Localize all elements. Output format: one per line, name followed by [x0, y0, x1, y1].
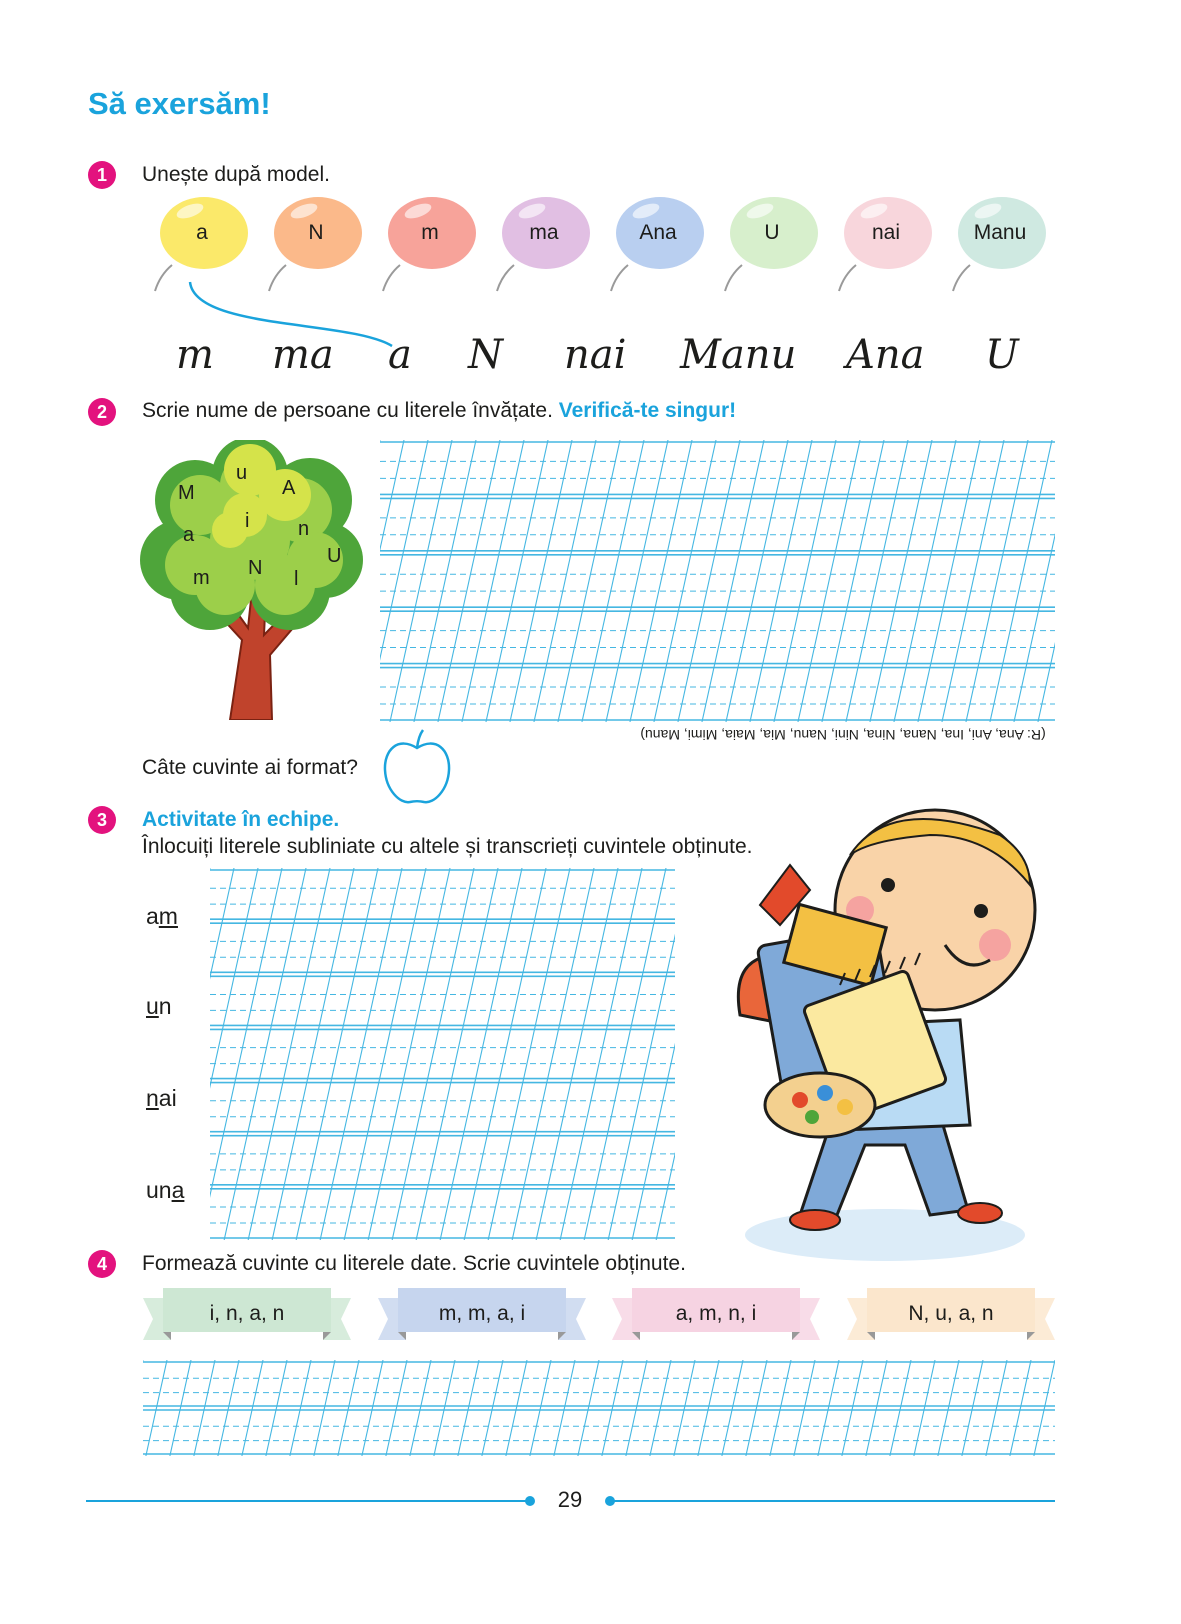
page-number: 29	[557, 1487, 583, 1512]
letter-ribbon	[143, 1288, 351, 1346]
exercise-4-number: 4	[88, 1250, 116, 1278]
ribbon-label: i, n, a, n	[209, 1302, 285, 1325]
footer-dot-left	[525, 1496, 535, 1506]
writing-grid-ex3	[210, 868, 675, 1240]
footer-line-right	[614, 1500, 1055, 1502]
balloon-label: m	[421, 221, 439, 244]
balloon-label: ma	[529, 221, 559, 244]
tree-illustration	[140, 440, 365, 720]
answer-key: (R: Ana, Ani, Ina, Nana, Nina, Nini, Nanu, Mia, Maia, Mimi, Manu)	[640, 727, 1046, 743]
ribbon-label: a, m, n, i	[675, 1302, 757, 1325]
exercise-4-instruction: Formează cuvinte cu literele date. Scrie cuvintele obținute.	[142, 1252, 686, 1275]
tree-letter: i	[245, 510, 250, 532]
ribbon-label: m, m, a, i	[438, 1302, 526, 1325]
ribbon-label: N, u, a, n	[908, 1302, 994, 1325]
exercise-3-instruction: Înlocuiți literele subliniate cu altele și transcrieți cuvintele obținute.	[142, 835, 753, 858]
footer-line-left	[86, 1500, 526, 1502]
tree-letter: U	[327, 545, 342, 567]
balloon-label: U	[764, 221, 780, 244]
letter-ribbon	[847, 1288, 1055, 1346]
tree-letter: N	[248, 557, 263, 579]
exercise-3-number: 3	[88, 806, 116, 834]
balloon-label: Manu	[973, 221, 1027, 244]
exercise-3-word: nai	[146, 1085, 177, 1111]
balloon-label: a	[196, 221, 208, 244]
boy-illustration	[700, 795, 1060, 1265]
tree-letter: a	[183, 524, 195, 546]
balloon-label: Ana	[639, 221, 677, 244]
cursive-word: Manu	[680, 332, 797, 378]
tree-letter: l	[294, 568, 299, 590]
exercise-3-title: Activitate în echipe.	[142, 808, 340, 831]
cursive-word: U	[985, 332, 1019, 378]
tree-letter: m	[193, 567, 210, 589]
tree-letter: n	[298, 518, 310, 540]
exercise-1-instruction: Unește după model.	[142, 163, 330, 186]
cursive-word: nai	[564, 332, 627, 378]
page-title: Să exersăm!	[88, 86, 271, 121]
exercise-1-number: 1	[88, 161, 116, 189]
letter-ribbon	[612, 1288, 820, 1346]
self-check-label: Verifică-te singur!	[558, 399, 737, 422]
exercise-3-word: una	[146, 1177, 185, 1203]
exercise-3-word: un	[146, 993, 172, 1019]
cursive-word: a	[388, 332, 412, 378]
tree-letter: M	[178, 482, 195, 504]
tree-letter: u	[236, 462, 248, 484]
exercise-2-number: 2	[88, 398, 116, 426]
cursive-word: m	[176, 332, 214, 378]
letter-ribbon	[378, 1288, 586, 1346]
count-question: Câte cuvinte ai format?	[142, 756, 358, 779]
exercise-2-instruction: Scrie nume de persoane cu literele învățate. Verifică-te singur!	[142, 399, 737, 422]
cursive-word: Ana	[846, 332, 925, 378]
cursive-word: ma	[272, 332, 334, 378]
balloon-label: nai	[871, 221, 901, 244]
cursive-word: N	[468, 332, 503, 378]
balloon-label: N	[308, 221, 324, 244]
writing-grid-ex4	[143, 1360, 1055, 1456]
exercise-3-word: am	[146, 903, 178, 929]
tree-letter: A	[282, 477, 296, 499]
writing-grid-ex2	[380, 440, 1055, 722]
apple-answer-box[interactable]	[380, 728, 455, 808]
